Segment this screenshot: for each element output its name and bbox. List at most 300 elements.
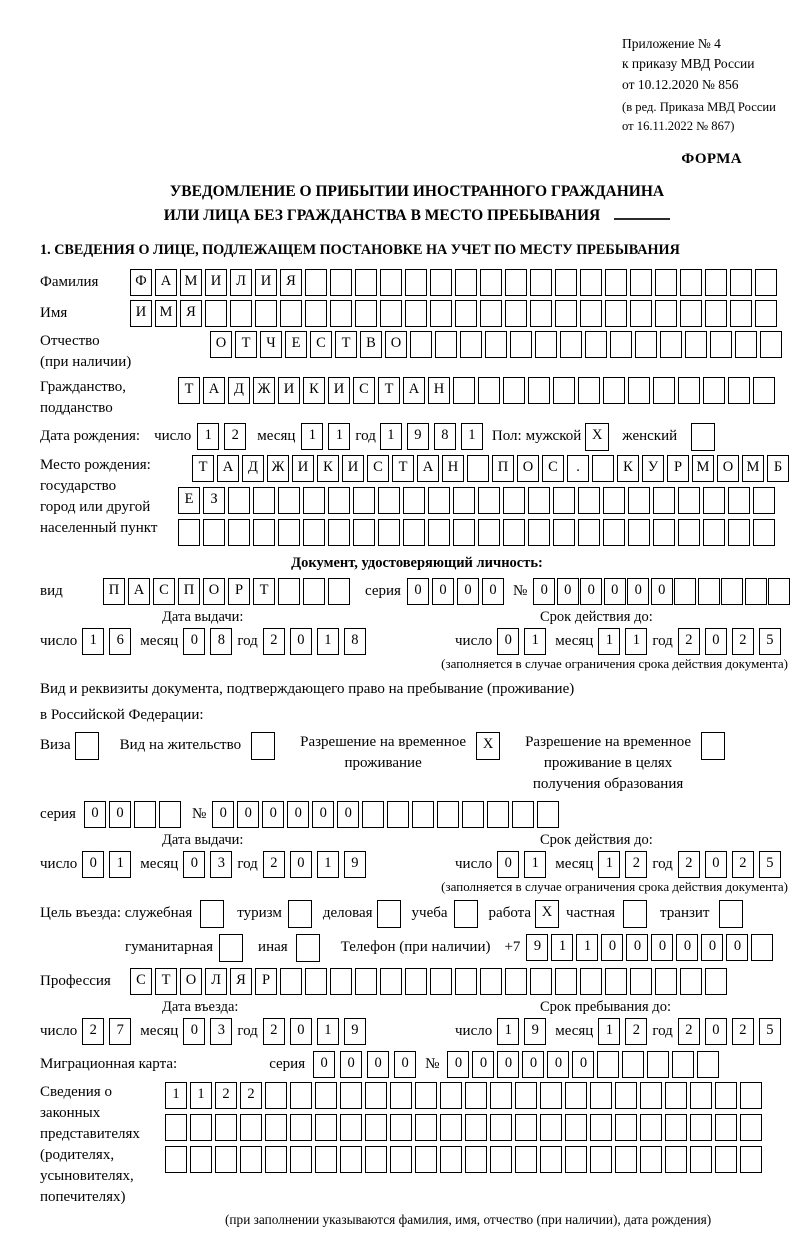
char-cell[interactable]	[705, 968, 727, 995]
char-cell[interactable]	[653, 377, 675, 404]
char-cell[interactable]	[555, 269, 577, 296]
char-cell[interactable]: 1	[328, 423, 350, 450]
char-cell[interactable]	[190, 1146, 212, 1173]
char-cell[interactable]: И	[342, 455, 364, 482]
char-cell[interactable]: 7	[109, 1018, 131, 1045]
char-cell[interactable]	[330, 300, 352, 327]
char-cell[interactable]	[305, 300, 327, 327]
char-cell[interactable]	[728, 519, 750, 546]
char-cell[interactable]	[355, 269, 377, 296]
char-cell[interactable]	[365, 1082, 387, 1109]
char-cell[interactable]	[635, 331, 657, 358]
char-cell[interactable]: 5	[759, 628, 781, 655]
char-cell[interactable]: 0	[601, 934, 623, 961]
char-cell[interactable]	[597, 1051, 619, 1078]
char-cell[interactable]	[578, 519, 600, 546]
char-cell[interactable]	[330, 269, 352, 296]
char-cell[interactable]: 1	[551, 934, 573, 961]
char-cell[interactable]: 2	[82, 1018, 104, 1045]
char-cell[interactable]	[378, 487, 400, 514]
char-cell[interactable]: Т	[335, 331, 357, 358]
char-cell[interactable]	[565, 1114, 587, 1141]
char-cell[interactable]	[578, 377, 600, 404]
char-cell[interactable]	[378, 519, 400, 546]
char-cell[interactable]: О	[203, 578, 225, 605]
char-cell[interactable]: 6	[109, 628, 131, 655]
char-cell[interactable]: К	[617, 455, 639, 482]
char-cell[interactable]: 2	[678, 628, 700, 655]
char-cell[interactable]	[340, 1082, 362, 1109]
char-cell[interactable]	[665, 1114, 687, 1141]
char-cell[interactable]	[555, 968, 577, 995]
char-cell[interactable]	[303, 578, 325, 605]
char-cell[interactable]: 0	[705, 1018, 727, 1045]
char-cell[interactable]: X	[535, 900, 559, 928]
char-cell[interactable]	[585, 331, 607, 358]
char-cell[interactable]: 1	[461, 423, 483, 450]
char-cell[interactable]: 0	[651, 578, 673, 605]
char-cell[interactable]: П	[178, 578, 200, 605]
char-cell[interactable]	[728, 487, 750, 514]
char-cell[interactable]	[540, 1082, 562, 1109]
char-cell[interactable]	[515, 1082, 537, 1109]
char-cell[interactable]	[678, 487, 700, 514]
char-cell[interactable]	[503, 487, 525, 514]
char-cell[interactable]	[296, 934, 320, 962]
char-cell[interactable]	[680, 300, 702, 327]
char-cell[interactable]	[580, 968, 602, 995]
char-cell[interactable]	[680, 968, 702, 995]
char-cell[interactable]: 0	[212, 801, 234, 828]
char-cell[interactable]: 1	[598, 851, 620, 878]
char-cell[interactable]	[453, 519, 475, 546]
char-cell[interactable]	[228, 519, 250, 546]
char-cell[interactable]	[678, 519, 700, 546]
char-cell[interactable]: 0	[183, 851, 205, 878]
char-cell[interactable]: 0	[627, 578, 649, 605]
char-cell[interactable]	[768, 578, 790, 605]
char-cell[interactable]	[503, 377, 525, 404]
char-cell[interactable]: 0	[705, 851, 727, 878]
char-cell[interactable]	[405, 269, 427, 296]
char-cell[interactable]	[580, 269, 602, 296]
char-cell[interactable]: Я	[180, 300, 202, 327]
char-cell[interactable]	[480, 300, 502, 327]
title-blank-field[interactable]	[614, 207, 670, 220]
char-cell[interactable]	[698, 578, 720, 605]
char-cell[interactable]	[159, 801, 181, 828]
char-cell[interactable]	[410, 331, 432, 358]
char-cell[interactable]	[691, 423, 715, 451]
char-cell[interactable]: 9	[526, 934, 548, 961]
char-cell[interactable]: 0	[312, 801, 334, 828]
char-cell[interactable]	[305, 269, 327, 296]
char-cell[interactable]: 0	[394, 1051, 416, 1078]
char-cell[interactable]	[455, 269, 477, 296]
char-cell[interactable]	[630, 269, 652, 296]
char-cell[interactable]	[412, 801, 434, 828]
char-cell[interactable]	[415, 1114, 437, 1141]
char-cell[interactable]: А	[155, 269, 177, 296]
char-cell[interactable]	[455, 968, 477, 995]
char-cell[interactable]: Т	[378, 377, 400, 404]
char-cell[interactable]: И	[205, 269, 227, 296]
char-cell[interactable]	[672, 1051, 694, 1078]
char-cell[interactable]: 0	[447, 1051, 469, 1078]
char-cell[interactable]	[403, 519, 425, 546]
char-cell[interactable]	[515, 1114, 537, 1141]
char-cell[interactable]: 1	[524, 851, 546, 878]
char-cell[interactable]	[703, 377, 725, 404]
char-cell[interactable]: И	[278, 377, 300, 404]
char-cell[interactable]	[710, 331, 732, 358]
char-cell[interactable]: 1	[524, 628, 546, 655]
char-cell[interactable]	[760, 331, 782, 358]
char-cell[interactable]: И	[255, 269, 277, 296]
char-cell[interactable]: .	[567, 455, 589, 482]
char-cell[interactable]	[515, 1146, 537, 1173]
char-cell[interactable]	[203, 519, 225, 546]
char-cell[interactable]	[165, 1114, 187, 1141]
char-cell[interactable]	[355, 300, 377, 327]
char-cell[interactable]: 9	[407, 423, 429, 450]
char-cell[interactable]: В	[360, 331, 382, 358]
char-cell[interactable]: 0	[547, 1051, 569, 1078]
char-cell[interactable]: П	[103, 578, 125, 605]
char-cell[interactable]	[528, 377, 550, 404]
char-cell[interactable]	[265, 1114, 287, 1141]
char-cell[interactable]	[753, 519, 775, 546]
char-cell[interactable]: 8	[210, 628, 232, 655]
char-cell[interactable]: 0	[84, 801, 106, 828]
char-cell[interactable]: X	[585, 423, 609, 451]
char-cell[interactable]: 1	[197, 423, 219, 450]
char-cell[interactable]	[380, 269, 402, 296]
char-cell[interactable]	[353, 519, 375, 546]
char-cell[interactable]: X	[476, 732, 500, 760]
char-cell[interactable]: 0	[183, 628, 205, 655]
char-cell[interactable]	[278, 519, 300, 546]
char-cell[interactable]: М	[742, 455, 764, 482]
char-cell[interactable]	[640, 1082, 662, 1109]
char-cell[interactable]	[215, 1146, 237, 1173]
char-cell[interactable]: 8	[344, 628, 366, 655]
char-cell[interactable]: Ж	[267, 455, 289, 482]
char-cell[interactable]	[365, 1146, 387, 1173]
char-cell[interactable]	[655, 968, 677, 995]
char-cell[interactable]: З	[203, 487, 225, 514]
char-cell[interactable]	[405, 300, 427, 327]
char-cell[interactable]: А	[417, 455, 439, 482]
char-cell[interactable]	[510, 331, 532, 358]
char-cell[interactable]: 1	[598, 1018, 620, 1045]
char-cell[interactable]	[751, 934, 773, 961]
char-cell[interactable]	[715, 1146, 737, 1173]
char-cell[interactable]	[430, 968, 452, 995]
char-cell[interactable]	[288, 900, 312, 928]
char-cell[interactable]	[603, 377, 625, 404]
char-cell[interactable]: 0	[82, 851, 104, 878]
char-cell[interactable]	[230, 300, 252, 327]
char-cell[interactable]: Е	[178, 487, 200, 514]
char-cell[interactable]	[565, 1146, 587, 1173]
char-cell[interactable]: 0	[432, 578, 454, 605]
char-cell[interactable]	[505, 968, 527, 995]
char-cell[interactable]: Т	[392, 455, 414, 482]
char-cell[interactable]	[715, 1082, 737, 1109]
char-cell[interactable]: Т	[178, 377, 200, 404]
char-cell[interactable]	[740, 1114, 762, 1141]
char-cell[interactable]	[480, 968, 502, 995]
char-cell[interactable]	[377, 900, 401, 928]
char-cell[interactable]	[660, 331, 682, 358]
char-cell[interactable]	[703, 487, 725, 514]
char-cell[interactable]	[628, 487, 650, 514]
char-cell[interactable]: 2	[263, 628, 285, 655]
char-cell[interactable]	[278, 487, 300, 514]
char-cell[interactable]	[435, 331, 457, 358]
char-cell[interactable]: Т	[253, 578, 275, 605]
char-cell[interactable]	[219, 934, 243, 962]
char-cell[interactable]: О	[717, 455, 739, 482]
char-cell[interactable]	[440, 1082, 462, 1109]
char-cell[interactable]	[305, 968, 327, 995]
char-cell[interactable]: М	[155, 300, 177, 327]
char-cell[interactable]	[134, 801, 156, 828]
char-cell[interactable]	[478, 377, 500, 404]
char-cell[interactable]	[240, 1114, 262, 1141]
char-cell[interactable]: 0	[262, 801, 284, 828]
char-cell[interactable]	[485, 331, 507, 358]
char-cell[interactable]: 8	[434, 423, 456, 450]
char-cell[interactable]	[290, 1146, 312, 1173]
char-cell[interactable]: 0	[676, 934, 698, 961]
char-cell[interactable]: 0	[522, 1051, 544, 1078]
char-cell[interactable]	[280, 968, 302, 995]
char-cell[interactable]	[592, 455, 614, 482]
char-cell[interactable]: 1	[625, 628, 647, 655]
char-cell[interactable]: Р	[255, 968, 277, 995]
char-cell[interactable]	[460, 331, 482, 358]
char-cell[interactable]	[755, 269, 777, 296]
char-cell[interactable]: 1	[317, 1018, 339, 1045]
char-cell[interactable]	[553, 377, 575, 404]
char-cell[interactable]	[590, 1146, 612, 1173]
char-cell[interactable]	[465, 1082, 487, 1109]
char-cell[interactable]	[362, 801, 384, 828]
char-cell[interactable]	[512, 801, 534, 828]
char-cell[interactable]: 1	[301, 423, 323, 450]
char-cell[interactable]	[440, 1146, 462, 1173]
char-cell[interactable]: Я	[280, 269, 302, 296]
char-cell[interactable]	[745, 578, 767, 605]
char-cell[interactable]	[390, 1114, 412, 1141]
char-cell[interactable]	[387, 801, 409, 828]
char-cell[interactable]	[215, 1114, 237, 1141]
char-cell[interactable]: С	[367, 455, 389, 482]
char-cell[interactable]	[603, 487, 625, 514]
char-cell[interactable]	[540, 1146, 562, 1173]
char-cell[interactable]	[615, 1114, 637, 1141]
char-cell[interactable]: 0	[533, 578, 555, 605]
char-cell[interactable]: 0	[109, 801, 131, 828]
char-cell[interactable]	[328, 487, 350, 514]
char-cell[interactable]: С	[353, 377, 375, 404]
char-cell[interactable]	[560, 331, 582, 358]
char-cell[interactable]	[630, 968, 652, 995]
char-cell[interactable]	[735, 331, 757, 358]
char-cell[interactable]: 9	[344, 851, 366, 878]
char-cell[interactable]: 0	[183, 1018, 205, 1045]
char-cell[interactable]	[315, 1114, 337, 1141]
char-cell[interactable]: О	[210, 331, 232, 358]
char-cell[interactable]	[178, 519, 200, 546]
char-cell[interactable]: А	[203, 377, 225, 404]
char-cell[interactable]	[603, 519, 625, 546]
char-cell[interactable]	[553, 487, 575, 514]
char-cell[interactable]	[674, 578, 696, 605]
char-cell[interactable]	[640, 1114, 662, 1141]
char-cell[interactable]: 5	[759, 1018, 781, 1045]
char-cell[interactable]	[623, 900, 647, 928]
char-cell[interactable]: 2	[732, 1018, 754, 1045]
char-cell[interactable]: Ч	[260, 331, 282, 358]
char-cell[interactable]: 1	[317, 851, 339, 878]
char-cell[interactable]	[690, 1146, 712, 1173]
char-cell[interactable]: 1	[82, 628, 104, 655]
char-cell[interactable]	[253, 487, 275, 514]
char-cell[interactable]: С	[310, 331, 332, 358]
char-cell[interactable]	[753, 487, 775, 514]
char-cell[interactable]	[653, 519, 675, 546]
char-cell[interactable]: С	[542, 455, 564, 482]
char-cell[interactable]	[467, 455, 489, 482]
char-cell[interactable]: 0	[726, 934, 748, 961]
char-cell[interactable]	[437, 801, 459, 828]
char-cell[interactable]: 0	[237, 801, 259, 828]
char-cell[interactable]: 1	[576, 934, 598, 961]
char-cell[interactable]	[478, 519, 500, 546]
char-cell[interactable]: 1	[109, 851, 131, 878]
char-cell[interactable]	[701, 732, 725, 760]
char-cell[interactable]	[228, 487, 250, 514]
char-cell[interactable]: А	[217, 455, 239, 482]
char-cell[interactable]	[530, 300, 552, 327]
char-cell[interactable]	[703, 519, 725, 546]
char-cell[interactable]: 0	[497, 628, 519, 655]
char-cell[interactable]	[628, 519, 650, 546]
char-cell[interactable]: Е	[285, 331, 307, 358]
char-cell[interactable]	[740, 1082, 762, 1109]
char-cell[interactable]: 0	[701, 934, 723, 961]
char-cell[interactable]	[480, 269, 502, 296]
char-cell[interactable]: 0	[651, 934, 673, 961]
char-cell[interactable]	[653, 487, 675, 514]
char-cell[interactable]	[428, 519, 450, 546]
char-cell[interactable]: 2	[224, 423, 246, 450]
char-cell[interactable]	[165, 1146, 187, 1173]
char-cell[interactable]: Д	[242, 455, 264, 482]
char-cell[interactable]	[490, 1146, 512, 1173]
char-cell[interactable]	[655, 269, 677, 296]
char-cell[interactable]: 9	[344, 1018, 366, 1045]
char-cell[interactable]: 2	[215, 1082, 237, 1109]
char-cell[interactable]	[390, 1146, 412, 1173]
char-cell[interactable]: 1	[497, 1018, 519, 1045]
char-cell[interactable]: 5	[759, 851, 781, 878]
char-cell[interactable]: С	[130, 968, 152, 995]
char-cell[interactable]	[303, 519, 325, 546]
char-cell[interactable]	[728, 377, 750, 404]
char-cell[interactable]	[715, 1114, 737, 1141]
char-cell[interactable]	[280, 300, 302, 327]
char-cell[interactable]: С	[153, 578, 175, 605]
char-cell[interactable]	[265, 1146, 287, 1173]
char-cell[interactable]	[590, 1114, 612, 1141]
char-cell[interactable]: Р	[228, 578, 250, 605]
char-cell[interactable]: 2	[240, 1082, 262, 1109]
char-cell[interactable]	[340, 1146, 362, 1173]
char-cell[interactable]	[380, 300, 402, 327]
char-cell[interactable]	[505, 300, 527, 327]
char-cell[interactable]	[415, 1146, 437, 1173]
char-cell[interactable]: 0	[472, 1051, 494, 1078]
char-cell[interactable]	[697, 1051, 719, 1078]
char-cell[interactable]	[535, 331, 557, 358]
char-cell[interactable]: 0	[407, 578, 429, 605]
char-cell[interactable]	[355, 968, 377, 995]
char-cell[interactable]	[590, 1082, 612, 1109]
char-cell[interactable]	[205, 300, 227, 327]
char-cell[interactable]	[430, 269, 452, 296]
char-cell[interactable]: 2	[625, 1018, 647, 1045]
char-cell[interactable]: 0	[290, 1018, 312, 1045]
char-cell[interactable]: 9	[524, 1018, 546, 1045]
char-cell[interactable]: 0	[626, 934, 648, 961]
char-cell[interactable]: 0	[604, 578, 626, 605]
char-cell[interactable]: Б	[767, 455, 789, 482]
char-cell[interactable]: 0	[340, 1051, 362, 1078]
char-cell[interactable]	[487, 801, 509, 828]
char-cell[interactable]	[665, 1146, 687, 1173]
char-cell[interactable]: Ф	[130, 269, 152, 296]
char-cell[interactable]: 0	[580, 578, 602, 605]
char-cell[interactable]: П	[492, 455, 514, 482]
char-cell[interactable]: Ж	[253, 377, 275, 404]
char-cell[interactable]: 0	[572, 1051, 594, 1078]
char-cell[interactable]	[565, 1082, 587, 1109]
char-cell[interactable]	[290, 1114, 312, 1141]
char-cell[interactable]: К	[317, 455, 339, 482]
char-cell[interactable]	[453, 487, 475, 514]
char-cell[interactable]	[665, 1082, 687, 1109]
char-cell[interactable]	[190, 1114, 212, 1141]
char-cell[interactable]	[580, 300, 602, 327]
char-cell[interactable]: 0	[705, 628, 727, 655]
char-cell[interactable]	[505, 269, 527, 296]
char-cell[interactable]: 1	[598, 628, 620, 655]
char-cell[interactable]	[462, 801, 484, 828]
char-cell[interactable]	[440, 1114, 462, 1141]
char-cell[interactable]: 0	[497, 851, 519, 878]
char-cell[interactable]	[553, 519, 575, 546]
char-cell[interactable]	[647, 1051, 669, 1078]
char-cell[interactable]	[453, 377, 475, 404]
char-cell[interactable]: 2	[625, 851, 647, 878]
char-cell[interactable]: 0	[290, 851, 312, 878]
char-cell[interactable]	[615, 1146, 637, 1173]
char-cell[interactable]: И	[292, 455, 314, 482]
